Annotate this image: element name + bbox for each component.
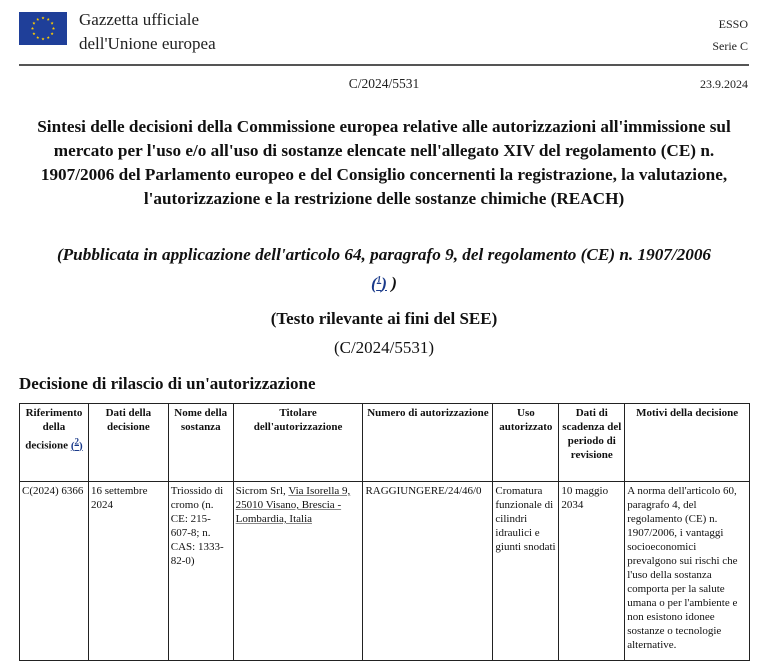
document-reference-paren: (C/2024/5531) <box>333 338 435 357</box>
cell-reasons: A norma dell'articolo 60, paragrafo 4, del regolamento (CE) n. 1907/2006, i vantaggi socioeconomici prevalgono sui rischi che l'uso della sostanza comporta per la salute umana o per l'ambiente e non esistono idonee sostanze o tecnologie alternative. <box>625 482 750 661</box>
edition-series: Serie C <box>712 39 748 53</box>
footnote-2-link[interactable] <box>70 436 83 452</box>
cell-expiry: 10 maggio 2034 <box>559 482 625 661</box>
cell-reference: C(2024) 6366 <box>20 482 89 661</box>
decision-table <box>19 403 750 661</box>
edition-language: ESSO <box>718 17 748 31</box>
col-header-reasons: Motivi della decisione <box>625 404 750 482</box>
page-title: Sintesi delle decisioni della Commissione europea relative alle autorizzazioni all'immissione sul mercato per l'uso e/o all'uso di sostanze elencate nell'allegato XIV del regolamento (CE) n. 1907/2006 del Parlamento europeo e del Consiglio concernenti la registrazione, la valutazione, l'autorizzazione e la restrizione delle sostanze chimiche (REACH) <box>37 117 731 208</box>
eu-flag-graphic <box>19 12 67 45</box>
holder-address-line2[interactable]: 25010 Visano, Brescia - <box>235 499 342 511</box>
col-header-expiry: Dati di scadenza del periodo di revisione <box>559 404 625 482</box>
col-header-holder: Titolare dell'autorizzazione <box>233 404 363 482</box>
holder-name: Sicrom Srl, <box>235 485 289 497</box>
col-header-number: Numero di autorizzazione <box>363 404 493 482</box>
section-title: Decisione di rilascio di un'autorizzazione <box>19 374 316 393</box>
document-date: 23.9.2024 <box>700 77 748 91</box>
cell-holder <box>233 482 363 661</box>
edition-info <box>712 13 748 57</box>
footnote-1-link[interactable] <box>371 274 387 293</box>
footnote-1-close: ) <box>381 273 387 293</box>
footnote-1-number: 1 <box>376 274 382 284</box>
footnote-2-close: ) <box>78 439 83 452</box>
eea-relevance: (Testo rilevante ai fini del SEE) <box>270 309 498 328</box>
holder-address-line3[interactable]: Lombardia, Italia <box>235 513 313 525</box>
journal-title <box>79 8 216 56</box>
publication-note-end: ) <box>391 273 397 293</box>
col-header-use: Uso autorizzato <box>493 404 559 482</box>
journal-header <box>0 0 768 66</box>
col-header-reference-label: Riferimento della decisione <box>25 407 83 452</box>
footnote-1-open: ( <box>371 273 377 293</box>
col-header-substance: Nome della sostanza <box>168 404 233 482</box>
col-header-reference <box>20 404 89 482</box>
eu-flag-icon <box>19 12 67 45</box>
journal-title-line1: Gazzetta ufficiale <box>79 10 200 29</box>
footnote-2-open: ( <box>70 439 75 452</box>
table-header-row <box>20 404 750 482</box>
table-row <box>20 482 750 661</box>
footnote-2-number: 2 <box>74 436 79 446</box>
header-divider <box>19 64 749 66</box>
cell-substance: Triossido di cromo (n. CE: 215-607-8; n. CAS: 1333-82-0) <box>168 482 233 661</box>
cell-number: RAGGIUNGERE/24/46/0 <box>363 482 493 661</box>
col-header-date: Dati della decisione <box>88 404 168 482</box>
publication-note-text: (Pubblicata in applicazione dell'articolo 64, paragrafo 9, del regolamento (CE) n. 1907/2006 <box>56 245 712 264</box>
cell-date: 16 settembre 2024 <box>88 482 168 661</box>
publication-note <box>14 243 754 296</box>
journal-title-line2: dell'Unione europea <box>79 34 216 53</box>
holder-address-line1[interactable]: Via Isorella 9, <box>288 485 351 497</box>
document-reference: C/2024/5531 <box>348 76 420 91</box>
cell-use: Cromatura funzionale di cilindri idraulici e giunti snodati <box>493 482 559 661</box>
